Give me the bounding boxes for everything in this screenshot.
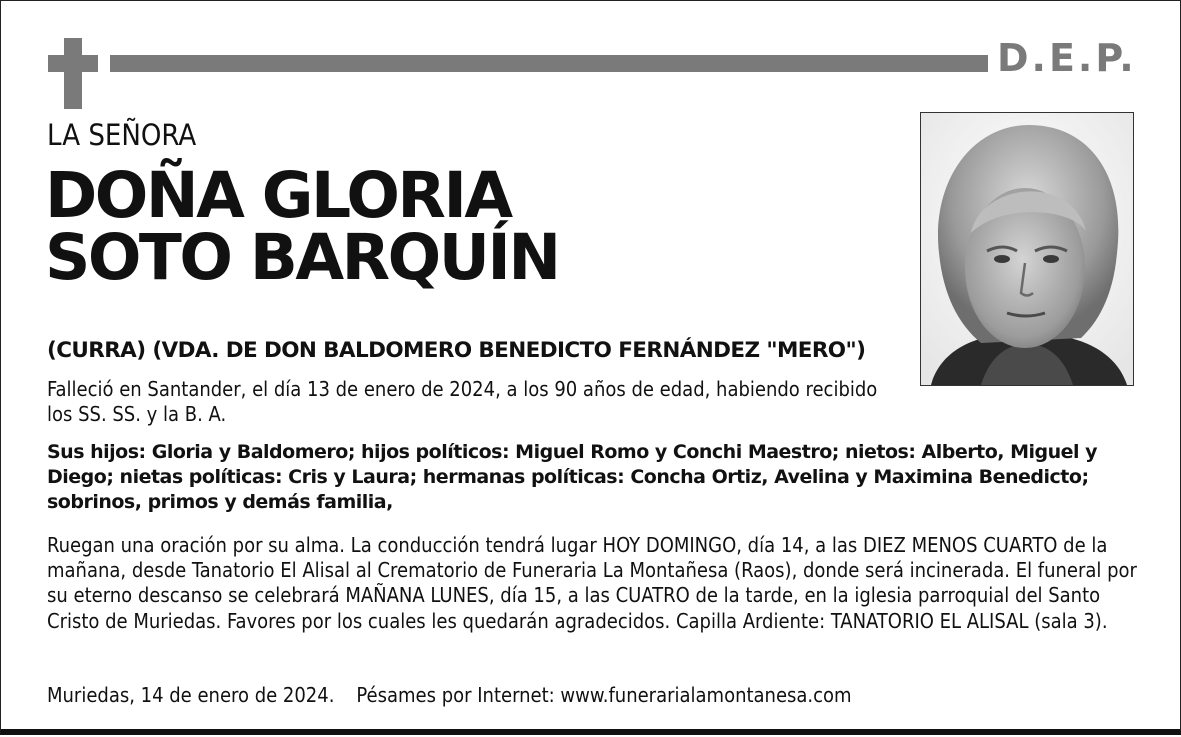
portrait-image [921, 113, 1133, 385]
ceremony-text: Ruegan una oración por su alma. La conducción tendrá lugar HOY DOMINGO, día 14, a las DIEZ MENOS CUARTO de la mañana, desde Tanatorio El Alisal al Crematorio de Funeraria La Montañesa (Raos), donde será incinerada. El funeral por su eterno descanso se celebrará MAÑANA LUNES, día 15, a las CUATRO de la tarde, en la iglesia parroquial del Santo Cristo de Muriedas. Favores por los cuales les quedarán agradecidos. Capilla Ardiente: TANATORIO EL ALISAL (sala 3). [47, 533, 1137, 633]
header-rule [110, 55, 988, 72]
footer-line [47, 683, 1147, 708]
deceased-name [45, 159, 559, 294]
place-date: Muriedas, 14 de enero de 2024. [47, 683, 335, 707]
death-notice-text: Falleció en Santander, el día 13 de enero de 2024, a los 90 años de edad, habiendo recibido los SS. SS. y la B. A. [47, 377, 878, 427]
cross-icon-arm [48, 55, 98, 72]
name-line-1: DOÑA GLORIA [45, 159, 511, 232]
alias-line: (CURRA) (VDA. DE DON BALDOMERO BENEDICTO FERNÁNDEZ "MERO") [47, 338, 866, 363]
family-text: Sus hijos: Gloria y Baldomero; hijos políticos: Miguel Romo y Conchi Maestro; nietos: Alberto, Miguel y Diego; nietas políticas: Cris y Laura; hermanas políticas: Concha Ortiz, Avelina y Maximina Benedicto; sobrinos, primos y demás familia, [47, 441, 1098, 514]
condolences-link: Pésames por Internet: www.funerarialamontanesa.com [356, 683, 852, 707]
cross-icon [64, 38, 82, 109]
honorific: LA SEÑORA [47, 118, 197, 152]
name-line-2: SOTO BARQUÍN [45, 221, 559, 294]
dep-label: D.E.P. [997, 36, 1137, 80]
portrait-photo [920, 112, 1134, 386]
